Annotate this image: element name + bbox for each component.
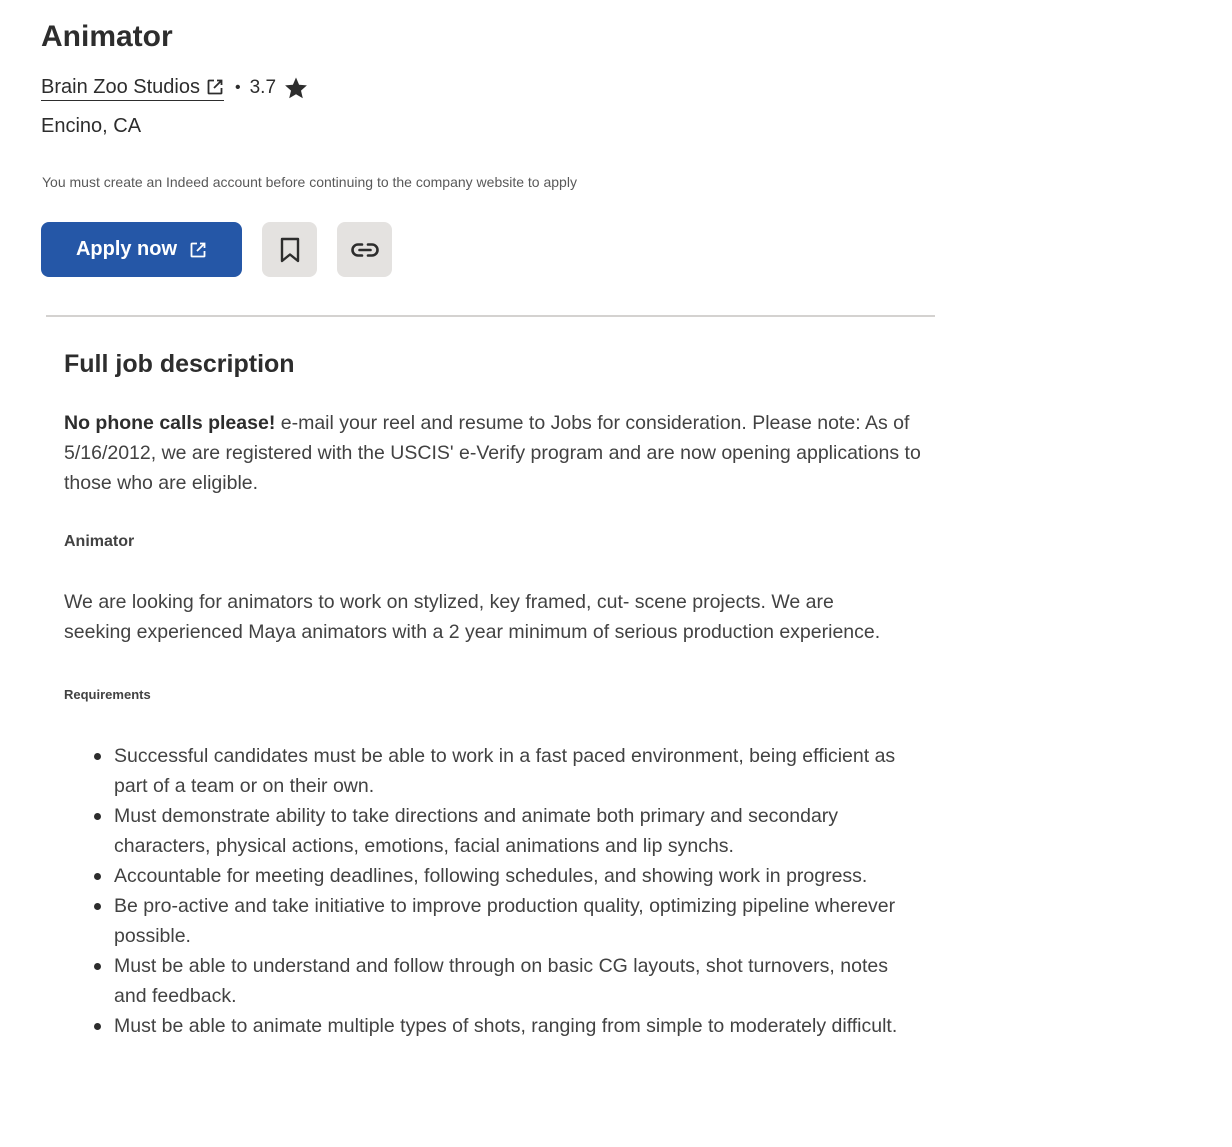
company-name: Brain Zoo Studios — [41, 75, 200, 98]
external-link-icon — [189, 241, 207, 259]
apply-now-label: Apply now — [75, 238, 178, 260]
company-rating: 3.7 — [249, 77, 277, 98]
account-notice: You must create an Indeed account before continuing to the company website to apply — [42, 174, 577, 190]
bookmark-icon — [279, 237, 301, 263]
role-paragraph: We are looking for animators to work on stylized, key framed, cut- scene projects. We are seeking experienced Maya animators with a 2 year minimum of serious production experience. — [64, 591, 881, 643]
list-item: Be pro-active and take initiative to improve production quality, optimizing pipeline wherever possible. — [114, 891, 924, 951]
list-item: Must be able to animate multiple types of shots, ranging from simple to moderately difficult. — [114, 1011, 924, 1041]
requirements-list — [64, 741, 924, 1041]
company-link[interactable] — [41, 76, 224, 101]
copy-link-button[interactable] — [337, 222, 392, 277]
job-description — [64, 350, 924, 1041]
list-item: Successful candidates must be able to work in a fast paced environment, being efficient as part of a team or on their own. — [114, 741, 924, 801]
job-location: Encino, CA — [41, 115, 142, 137]
external-link-icon — [206, 78, 224, 96]
save-job-button[interactable] — [262, 222, 317, 277]
requirements-heading: Requirements — [64, 687, 151, 702]
intro-paragraph — [64, 408, 924, 498]
section-divider — [46, 315, 935, 317]
star-icon — [284, 76, 308, 100]
action-bar — [41, 222, 392, 277]
intro-text: e-mail your reel and resume to Jobs for consideration. Please note: As of 5/16/2012, we are registered with the USCIS' e-Verify program and are now opening applications to those who are eligible. — [64, 412, 921, 494]
separator-dot: • — [234, 79, 241, 96]
apply-now-button[interactable] — [41, 222, 242, 277]
role-subheading: Animator — [64, 533, 135, 550]
list-item: Must demonstrate ability to take directions and animate both primary and secondary characters, physical actions, emotions, facial animations and lip synchs. — [114, 801, 924, 861]
intro-bold: No phone calls please! — [64, 412, 276, 434]
list-item: Accountable for meeting deadlines, following schedules, and showing work in progress. — [114, 861, 924, 891]
company-row — [41, 74, 308, 102]
description-heading: Full job description — [64, 350, 295, 378]
job-title: Animator — [41, 20, 173, 53]
list-item: Must be able to understand and follow through on basic CG layouts, shot turnovers, notes and feedback. — [114, 951, 924, 1011]
link-icon — [351, 242, 379, 258]
